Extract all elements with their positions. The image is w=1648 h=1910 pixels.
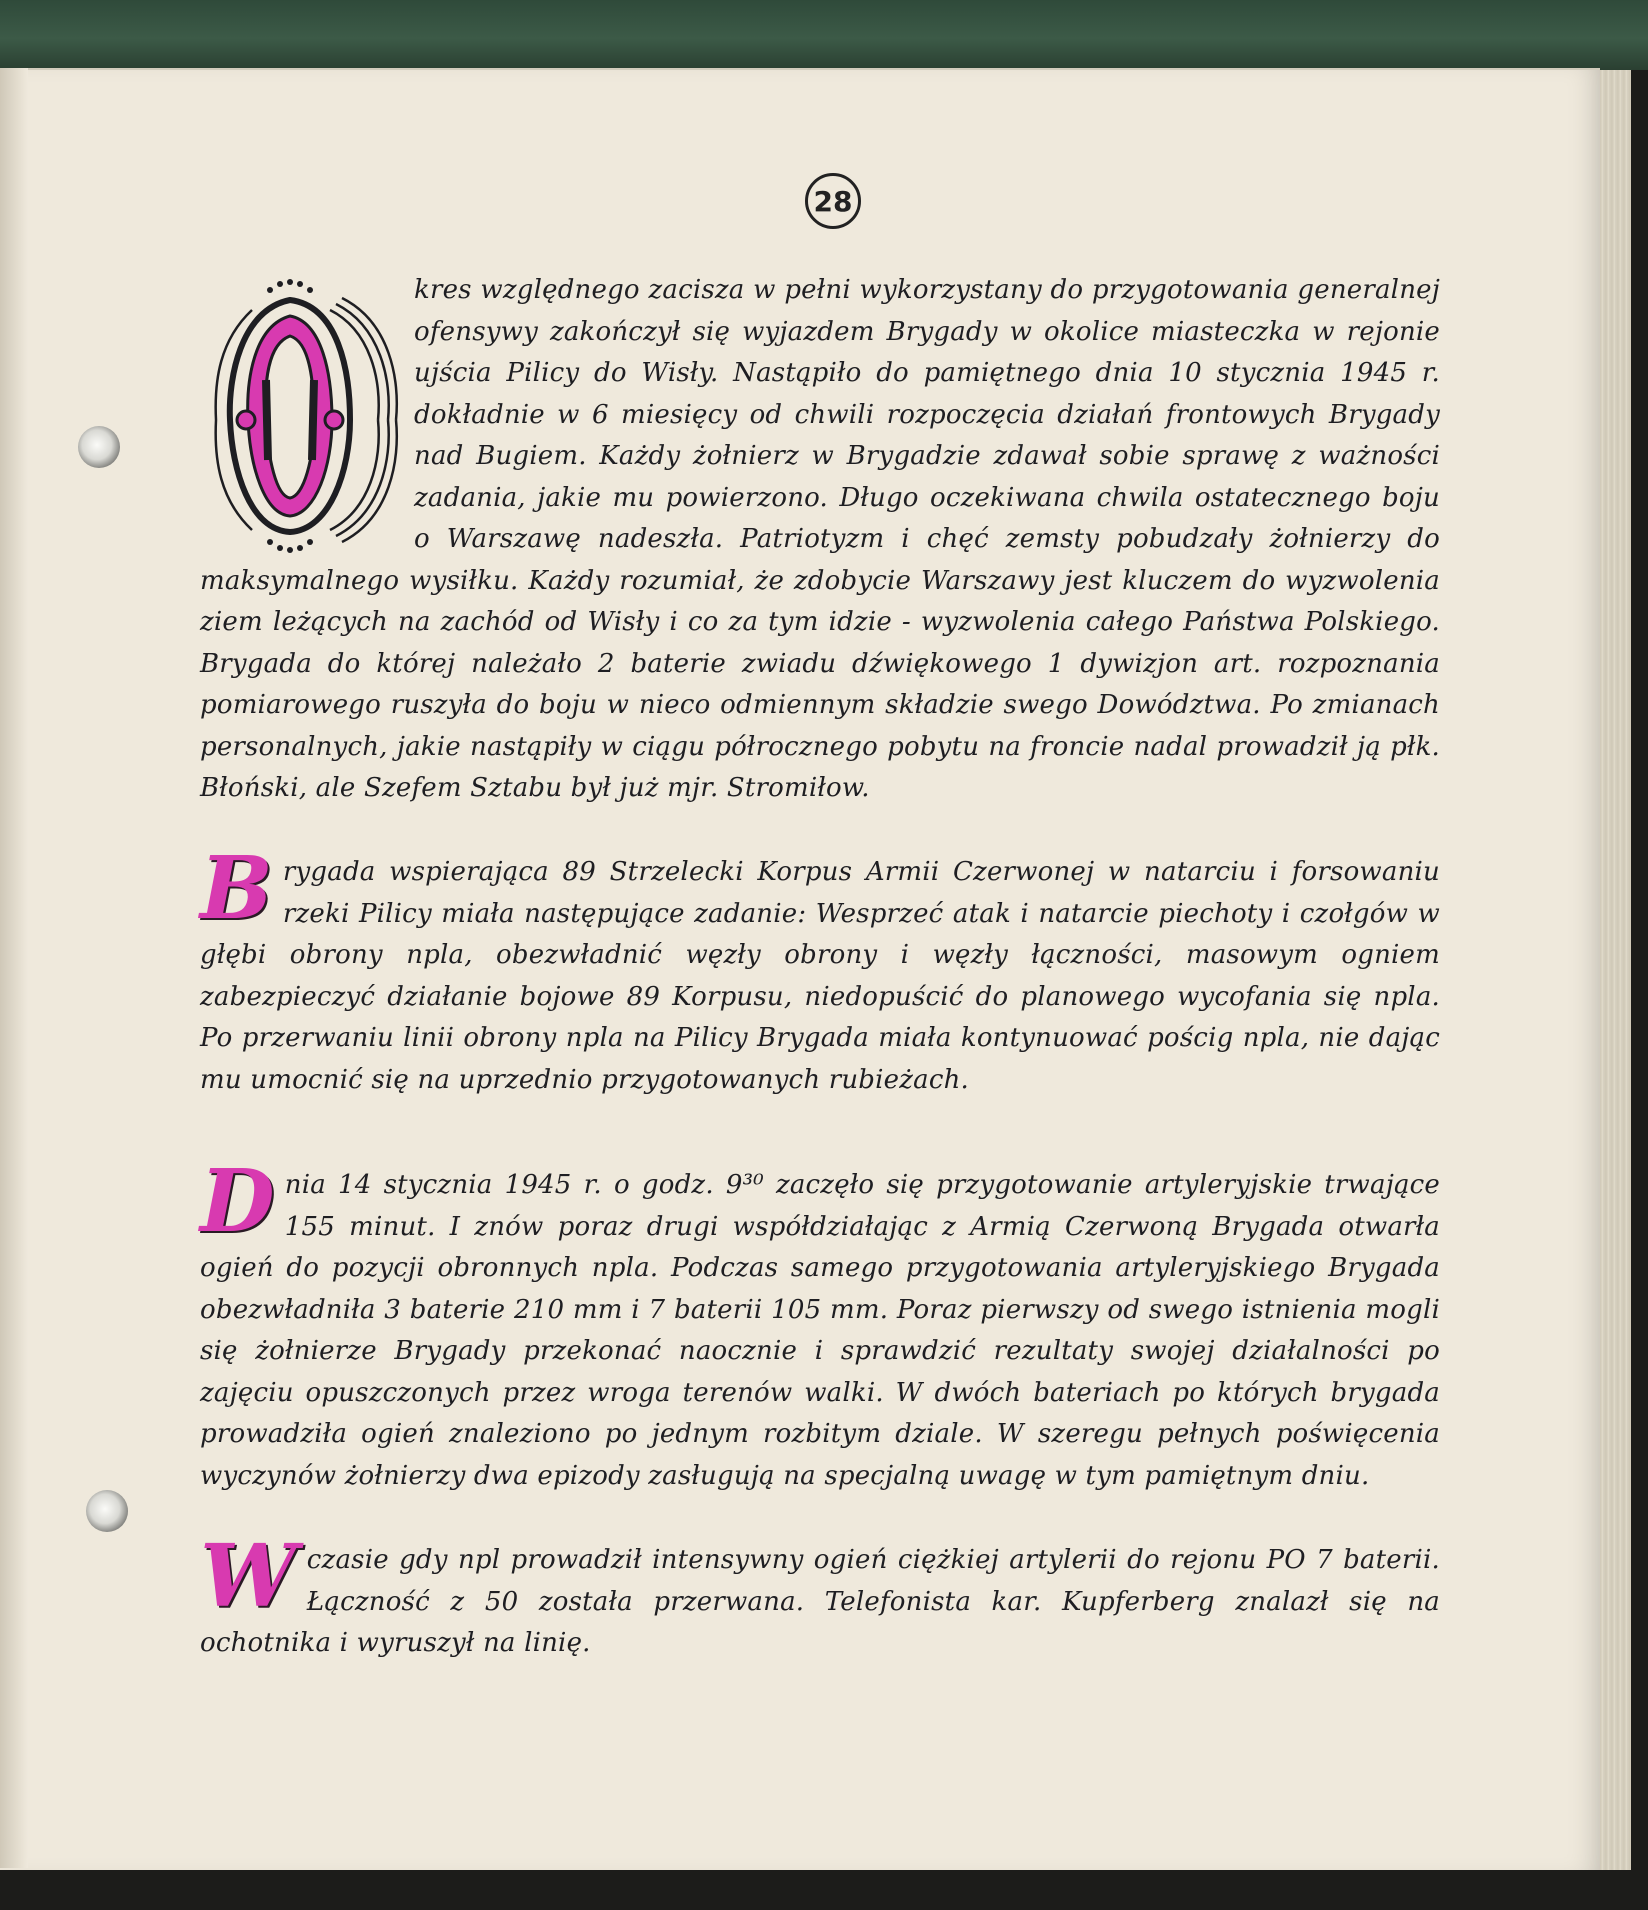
paragraph-4 [200,1526,1440,1665]
paragraph-1-text: kres względnego zacisza w pełni wykorzystany do przygotowania generalnej ofensywy zakończył się wyjazdem Brygady w okolice miasteczka w rejonie ujścia Pilicy do Wisły. Nastąpiło do pamiętnego dnia 10 stycznia 1945 r. dokładnie w 6 miesięcy od chwili rozpoczęcia działań frontowych Brygady nad Bugiem. Każdy żołnierz w Brygadzie zdawał sobie sprawę z ważności zadania, jakie mu powierzono. Długo oczekiwana chwila ostatecznego boju o Warszawę nadeszła. Patriotyzm i chęć zemsty pobudzały żołnierzy do maksymalnego wysiłku. Każdy rozumiał, że zdobycie Warszawy jest kluczem do wyzwolenia ziem leżących na zachód od Wisły i co za tym idzie - wyzwolenia całego Państwa Polskiego. Brygada do której należało 2 baterie zwiadu dźwiękowego 1 dywizjon art. rozpoznania pomiarowego ruszyła do boju w nieco odmiennym składzie swego Dowództwa. Po zmianach personalnych, jakie nastąpiły w ciągu półrocznego pobytu na froncie nadal prowadził ją płk. Błoński, ale Szefem Sztabu był już mjr. Stromiłow. [200,275,1440,803]
paragraph-1 [200,270,1440,810]
initial-letter-w: W [200,1526,297,1627]
page-binding-shadow [0,68,28,1868]
page-number: 28 [805,173,861,229]
paragraph-2 [200,838,1440,1101]
paragraph-3 [200,1151,1440,1497]
initial-letter-d: D [200,1151,275,1252]
paragraph-4-text: czasie gdy npl prowadził intensywny ogień ciężkiej artylerii do rejonu PO 7 baterii. Łączność z 50 została przerwana. Telefonista kar. Kupferberg znalazł się na ochotnika i wyruszył na linię. [200,1545,1440,1658]
book-cover-edge [0,0,1648,70]
punch-hole-bottom [86,1490,128,1532]
ornament-initial-o-icon [210,270,400,560]
punch-hole-top [78,426,120,468]
decorated-initial-o [210,270,400,560]
paragraph-3-text: nia 14 stycznia 1945 r. o godz. 9³⁰ zaczęło się przygotowanie artyleryjskie trwające 155 minut. I znów poraz drugi współdziałając z Armią Czerwoną Brygada otwarła ogień do pozycji obronnych npla. Podczas samego przygotowania artyleryjskiego Brygada obezwładniła 3 baterie 210 mm i 7 baterii 105 mm. Poraz pierwszy od swego istnienia mogli się żołnierze Brygady przekonać naocznie i sprawdzić rezultaty swojej działalności po zajęciu opuszczonych przez wroga terenów walki. W dwóch bateriach po których brygada prowadziła ogień znaleziono po jednym rozbitym dziale. W szeregu pełnych poświęcenia wyczynów żołnierzy dwa epizody zasługują na specjalną uwagę w tym pamiętnym dniu. [200,1170,1440,1491]
paragraph-2-text: rygada wspierająca 89 Strzelecki Korpus Armii Czerwonej w natarciu i forsowaniu rzeki Pilicy miała następujące zadanie: Wesprzeć atak i natarcie piechoty i czołgów w głębi obrony npla, obezwładnić węzły obrony i węzły łączności, masowym ogniem zabezpieczyć działanie bojowe 89 Korpusu, niedopuścić do planowego wycofania się npla. Po przerwaniu linii obrony npla na Pilicy Brygada miała kontynuować pościg npla, nie dając mu umocnić się na uprzednio przygotowanych rubieżach. [200,857,1440,1095]
initial-letter-b: B [200,838,273,939]
